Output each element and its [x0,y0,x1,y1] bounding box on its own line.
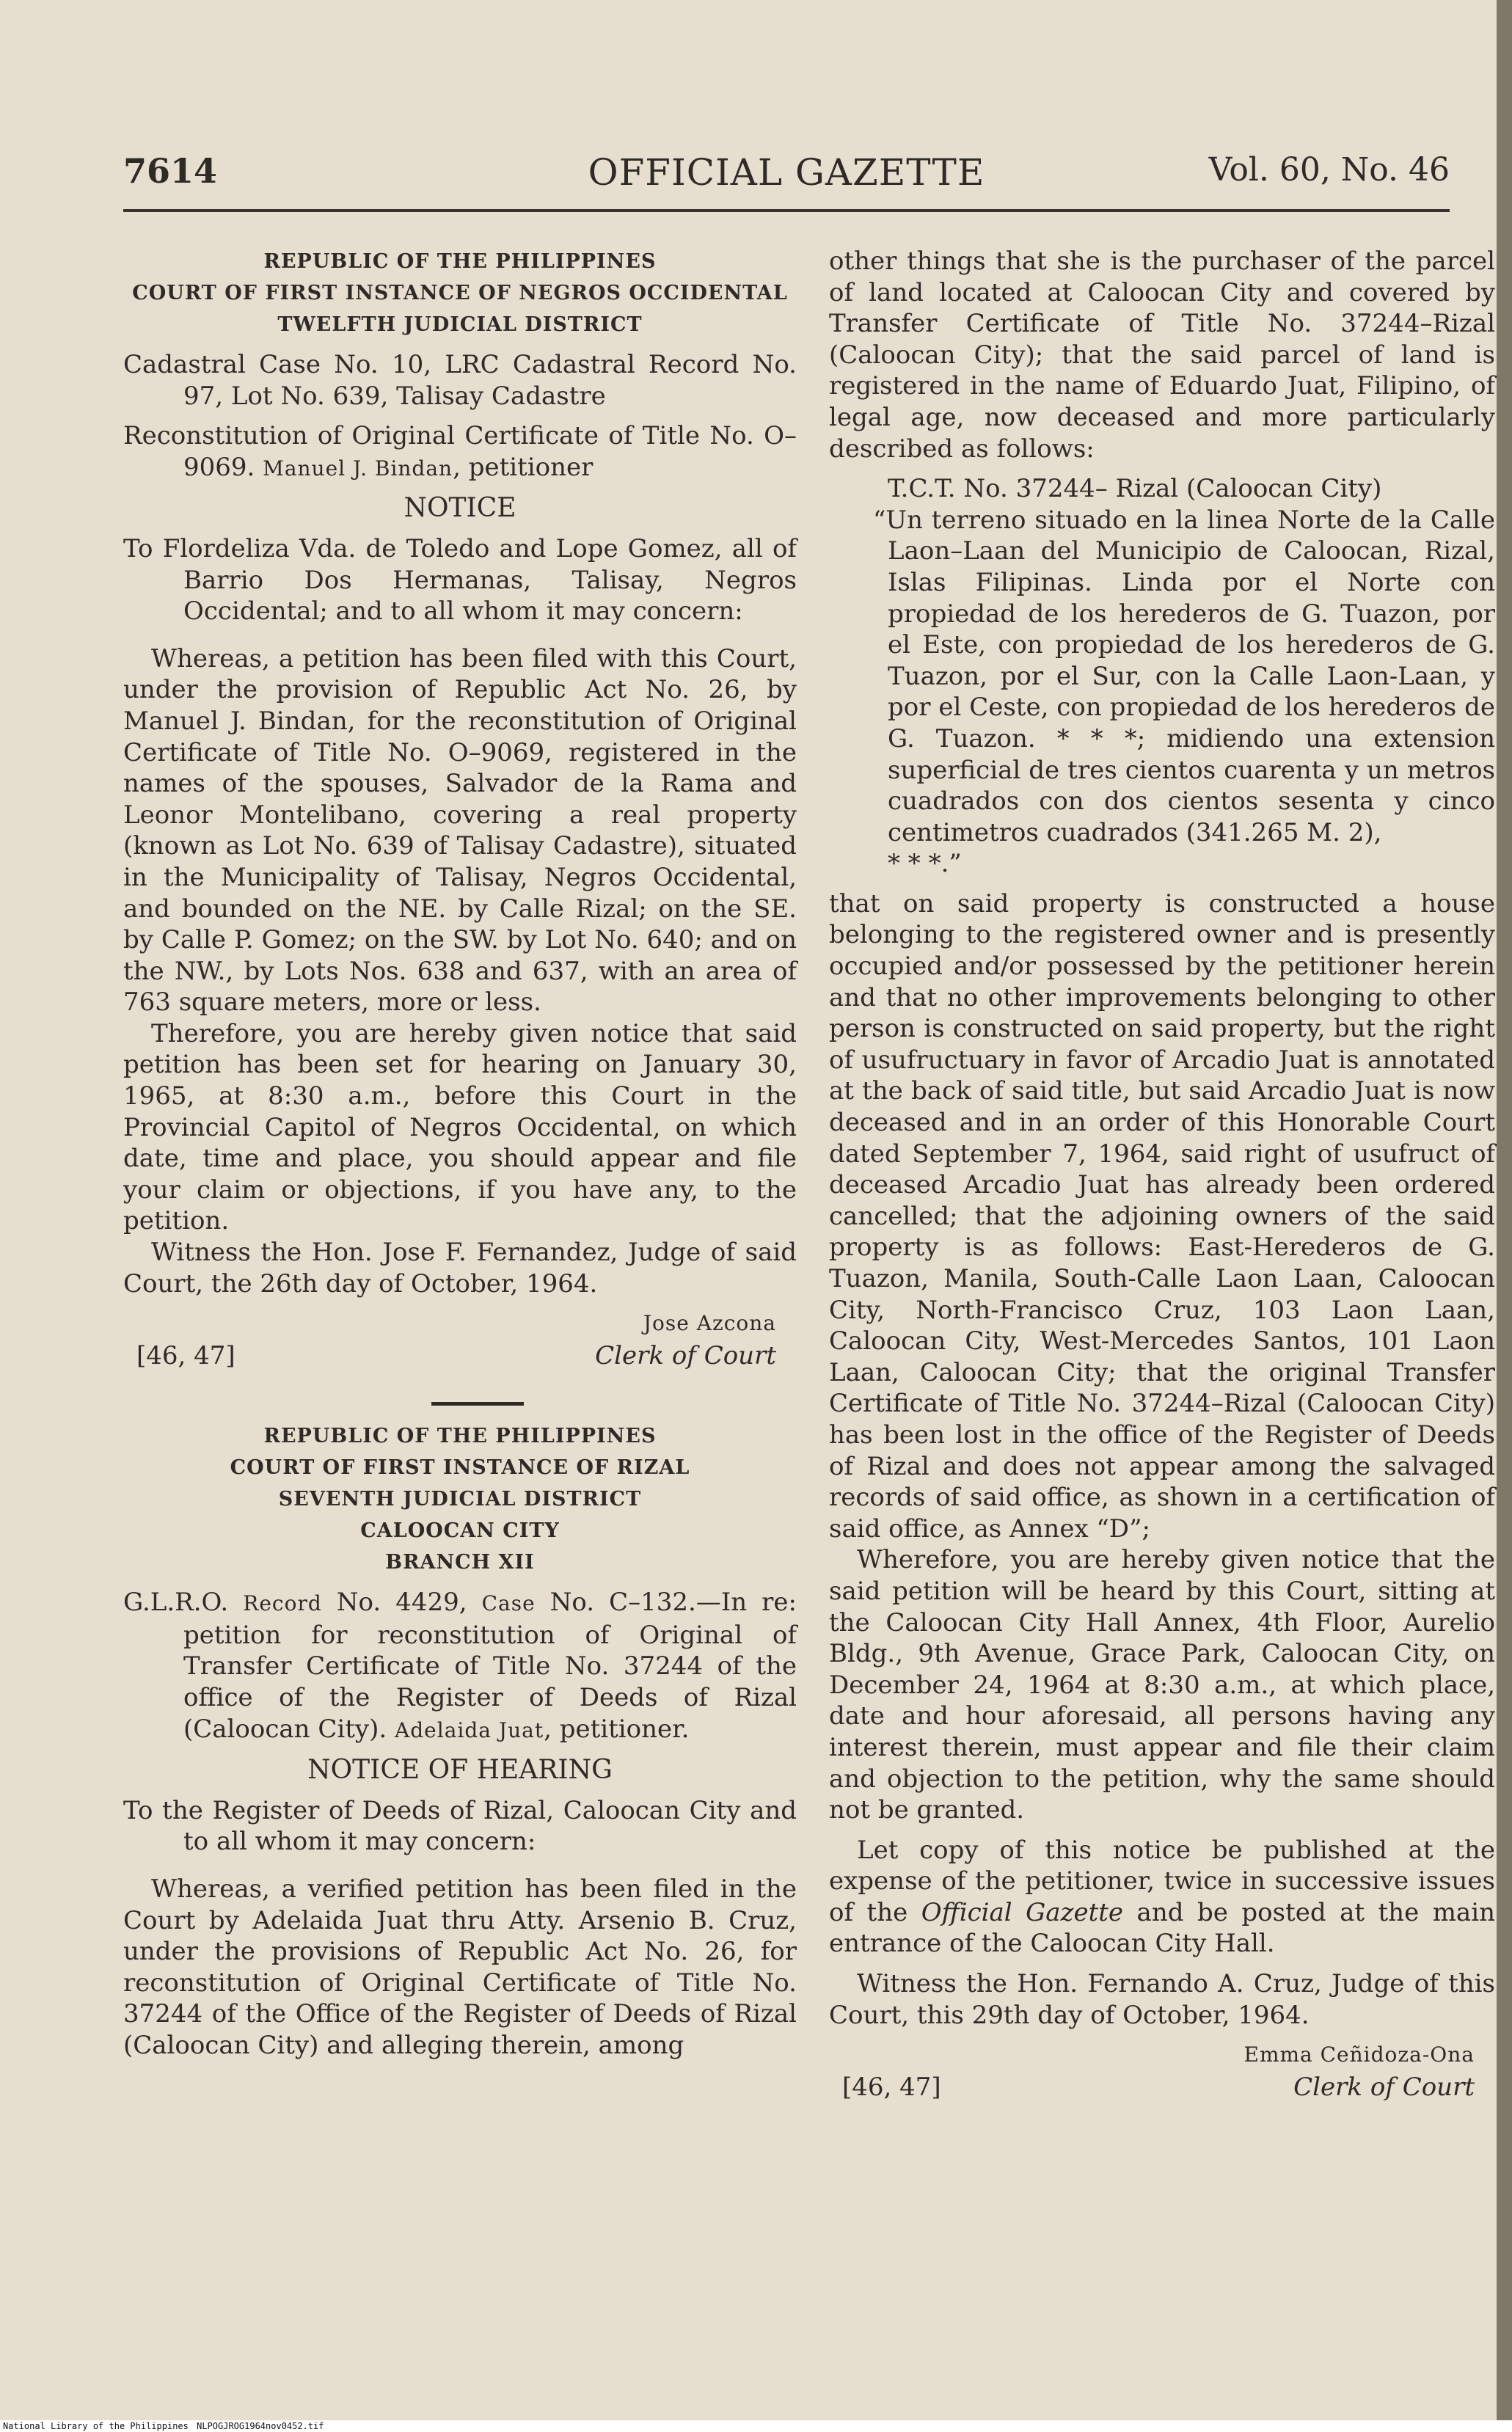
court-heading: REPUBLIC OF THE PHILIPPINES [263,1425,657,1448]
court-heading: COURT OF FIRST INSTANCE OF RIZAL [230,1456,690,1480]
body-paragraph: Wherefore, you are hereby given notice that the said petition will be heard by this Court, sitting at the Caloocan City Hall Annex, 4th Floor, Aurelio Bldg., 9th Avenue, Grace Park, Caloocan City, on December 24, 1964 at 8:30 a.m., at which place, date and hour aforesaid, all persons having any interest therein, must appear and file their claim and objection to the petition, why the same should not be granted. [829,1545,1495,1825]
addressee: To Flordeliza Vda. de Toledo and Lope Gomez, all of Barrio Dos Hermanas, Talisay, Negros Occidental; and to all whom it may concern: [123,533,797,627]
petitioner-name: Manuel J. Bindan [263,456,453,481]
property-description: “Un terreno situado en la linea Norte de la Calle Laon–Laan del Municipio de Caloocan, Rizal, Islas Filipinas. Linda por el Norte con propiedad de los herederos de G. Tuazon, por el Este, con propiedad de los herederos de G. Tuazon, por el Sur, con la Calle Laon-Laan, y por el Ceste, con propiedad de los herederos de G. Tuazon. * * *; midiendo una extension superficial de tres cientos cuarenta y un metros cuadrados con dos cientos sesenta y cinco centimetros cuadrados (341.265 M. 2), [873,505,1495,847]
body-paragraph: Let copy of this notice be published at the expense of the petitioner, twice in successive issues of the Official Gazette and be posted at the main entrance of the Caloocan City Hall. [829,1835,1495,1959]
notice-title: NOTICE OF HEARING [307,1755,613,1786]
signatory-title: Clerk of Court [595,1341,776,1371]
reconstitution-line: Reconstitution of Original Certificate of Title No. O–9069. Manuel J. Bindan, petitioner [123,421,797,482]
left-column [123,246,797,2062]
signature-block [123,1308,797,1373]
body-paragraph: Witness the Hon. Fernando A. Cruz, Judge of this Court, this 29th day of October, 1964. [829,1969,1495,2030]
notice-title: NOTICE [403,493,516,524]
court-heading: REPUBLIC OF THE PHILIPPINES [263,250,657,273]
body-paragraph: Therefore, you are hereby given notice that said petition has been set for hearing on January 30, 1965, at 8:30 a.m., before this Court in the Provincial Capitol of Negros Occidental, on which date, time and place, you should appear and file your claim or objections, if you have any, to the petition. [123,1018,797,1236]
petitioner-name: Adelaida Juat [395,1717,544,1742]
body-paragraph: Whereas, a verified petition has been filed in the Court by Adelaida Juat thru Atty. Arsenio B. Cruz, under the provisions of Republic Act No. 26, for reconstitution of Original Certificate of Title No. 37244 of the Office of the Register of Deeds of Rizal (Caloocan City) and alleging therein, among [123,1874,797,2060]
scan-footer [0,2420,1512,2432]
issue-reference: [46, 47] [136,1341,235,1371]
page-header [123,151,1450,202]
case-line: G.L.R.O. Record No. 4429, Case No. C–132.—In re: petition for reconstitution of Original of Transfer Certificate of Title No. 37244 of the office of the Register of Deeds of Rizal (Caloocan City). Adelaida Juat, petitioner. [123,1588,797,1744]
gazette-title: OFFICIAL GAZETTE [588,151,985,194]
signatory-name: Jose Azcona [643,1311,776,1336]
notice-negros [123,246,797,1373]
notice-rizal [123,1420,797,2061]
addressee: To the Register of Deeds of Rizal, Caloocan City and to all whom it may concern: [123,1795,797,1857]
section-divider [431,1402,524,1406]
ellipsis-stars: * * *.” [888,849,962,879]
court-heading: TWELFTH JUDICIAL DISTRICT [277,313,643,336]
case-line: Cadastral Case No. 10, LRC Cadastral Record No. 97, Lot No. 639, Talisay Cadastre [123,350,797,411]
body-paragraph: Witness the Hon. Jose F. Fernandez, Judge of said Court, the 26th day of October, 1964. [123,1238,797,1299]
body-paragraph: that on said property is constructed a house belonging to the registered owner and is presently occupied and/or possessed by the petitioner herein and that no other improvements belonging to other person is constructed on said property, but the right of usufructuary in favor of Arcadio Juat is annotated at the back of said title, but said Arcadio Juat is now deceased and in an order of this Honorable Court dated September 7, 1964, said right of usufruct of deceased Arcadio Juat has already been ordered cancelled; that the adjoining owners of the said property is as follows: East-Herederos de G. Tuazon, Manila, South-Calle Laon Laan, Caloocan City, North-Francisco Cruz, 103 Laon Laan, Caloocan City, West-Mercedes Santos, 101 Laon Laan, Caloocan City; that the original Transfer Certificate of Title No. 37244–Rizal (Caloocan City) has been lost in the office of the Register of Deeds of Rizal and does not appear among the salvaged records of said office, as shown in a certification of said office, as Annex “D”; [829,888,1495,1544]
signatory-title: Clerk of Court [1293,2073,1475,2103]
signature-block [829,2040,1495,2104]
court-heading: BRANCH XII [385,1551,535,1574]
publication-name: Official Gazette [921,1897,1124,1927]
court-heading: CALOOCAN CITY [360,1519,560,1543]
tct-heading: T.C.T. No. 37244– Rizal (Caloocan City) [888,474,1382,504]
library-credit: National Library of the Philippines [3,2421,189,2431]
page-edge [1497,0,1512,2432]
volume-number: Vol. 60, No. 46 [1208,151,1450,189]
issue-reference: [46, 47] [842,2073,941,2103]
header-rule [123,209,1450,212]
scan-filename: NLPOGJROG1964nov0452.tif [197,2421,324,2431]
right-column [829,246,1495,2104]
signatory-name: Emma Ceñidoza-Ona [1243,2042,1475,2067]
body-paragraph: other things that she is the purchaser of the parcel of land located at Caloocan City and covered by Transfer Certificate of Title No. 37244–Rizal (Caloocan City); that the said parcel of land is registered in the name of Eduardo Juat, Filipino, of legal age, now deceased and more particularly described as follows: [829,247,1495,464]
page-number: 7614 [123,151,218,191]
body-paragraph: Whereas, a petition has been filed with this Court, under the provision of Republic Act No. 26, by Manuel J. Bindan, for the reconstitution of Original Certificate of Title No. O–9069, registered in the names of the spouses, Salvador de la Rama and Leonor Montelibano, covering a real property (known as Lot No. 639 of Talisay Cadastre), situated in the Municipality of Talisay, Negros Occidental, and bounded on the NE. by Calle Rizal; on the SE. by Calle P. Gomez; on the SW. by Lot No. 640; and on the NW., by Lots Nos. 638 and 637, with an area of 763 square meters, more or less. [123,643,797,1018]
court-heading: SEVENTH JUDICIAL DISTRICT [278,1488,642,1511]
court-heading: COURT OF FIRST INSTANCE OF NEGROS OCCIDENTAL [132,282,788,304]
